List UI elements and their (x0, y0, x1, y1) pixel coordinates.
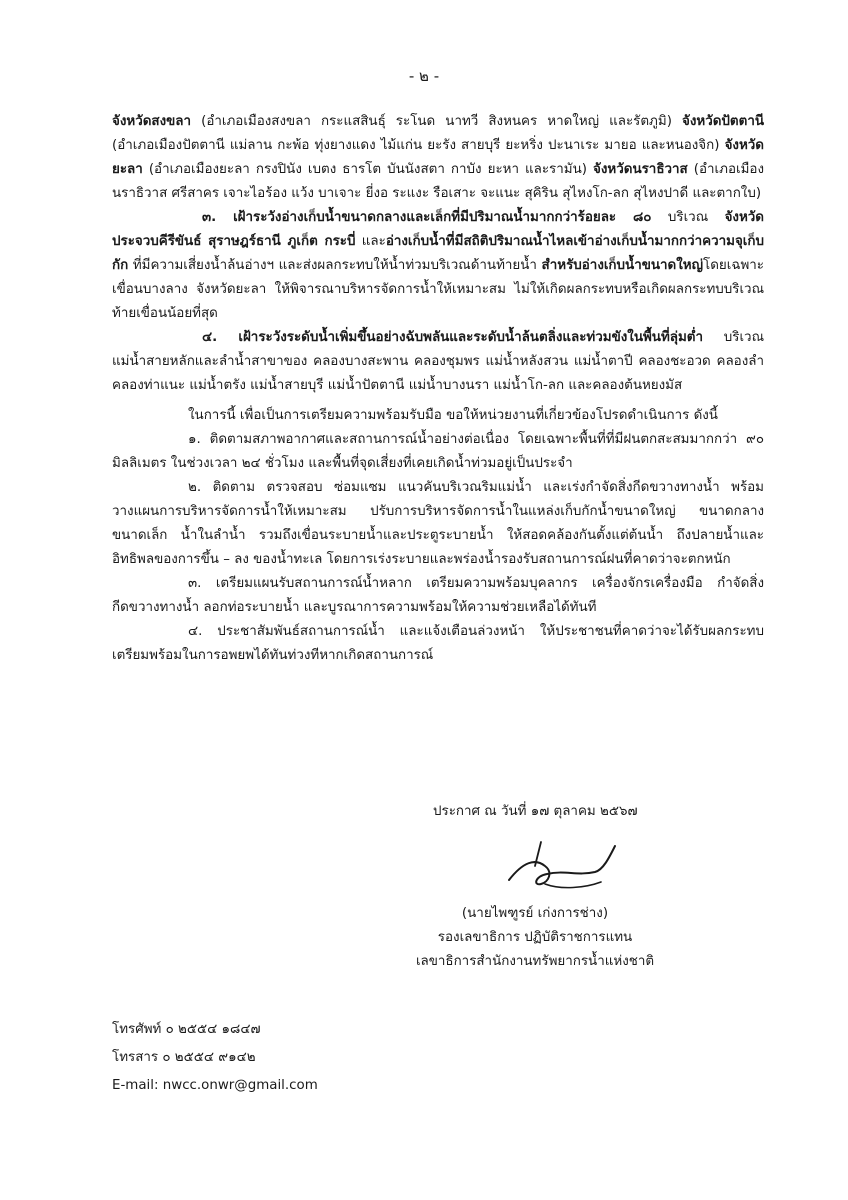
paragraph-segment: ๑. ติดตามสภาพอากาศและสถานการณ์น้ำอย่างต่อเนื่อง โดยเฉพาะพื้นที่ที่มีฝนตกสะสมมากกว่า ๙๐ มิลลิเมตร ในช่วงเวลา ๒๔ ชั่วโมง และพื้นที่จุดเสี่ยงที่เคยเกิดน้ำท่วมอยู่เป็นประจำ (112, 432, 764, 471)
paragraph-segment: บริเวณแม่น้ำสายหลักและลำน้ำสาขาของ คลองบางสะพาน คลองชุมพร แม่น้ำหลังสวน แม่น้ำตาปี คลองชะอวด คลองลำ คลองท่าแนะ แม่น้ำตรัง แม่น้ำสายบุรี แม่น้ำปัตตานี แม่น้ำบางนรา แม่น้ำโก-ลก และคลองต้นหยงมัส (112, 330, 764, 393)
paragraph-action-1 (112, 428, 764, 476)
paragraph-provinces (112, 110, 764, 206)
paragraph-segment: ที่มีความเสี่ยงน้ำล้นอ่างฯ และส่งผลกระทบให้น้ำท่วมบริเวณด้านท้ายน้ำ (128, 258, 542, 273)
signer-position-1: รองเลขาธิการ ปฏิบัติราชการแทน (437, 930, 633, 945)
paragraph-segment: ๓. เฝ้าระวังอ่างเก็บน้ำขนาดกลางและเล็กที่มีปริมาณน้ำมากกว่าร้อยละ ๘๐ (202, 210, 652, 225)
paragraph-segment: ๔. ประชาสัมพันธ์สถานการณ์น้ำ และแจ้งเตือนล่วงหน้า ให้ประชาชนที่คาดว่าจะได้รับผลกระทบ เตรียมพร้อมในการอพยพได้ทันท่วงทีหากเกิดสถานการณ์ (112, 624, 764, 663)
paragraph-segment: (อำเภอเมืองยะลา กรงปินัง เบตง ธารโต บันนังสตา กาบัง ยะหา และรามัน) (142, 162, 594, 177)
signer-name: (นายไพฑูรย์ เก่งการช่าง) (461, 906, 609, 921)
paragraph-segment: จังหวัดปัตตานี (682, 114, 764, 129)
fax-number: โทรสาร ๐ ๒๕๕๔ ๙๑๔๒ (112, 1050, 256, 1065)
paragraph-intro (112, 404, 764, 428)
paragraph-segment: อ่างเก็บน้ำที่มีสถิติปริมาณน้ำไหลเข้าอ่างเก็บน้ำมากกว่าความจุเก็บกัก (112, 234, 764, 273)
paragraph-item-3 (112, 206, 764, 326)
announcement-date: ประกาศ ณ วันที่ ๑๗ ตุลาคม ๒๕๖๗ (433, 804, 638, 819)
paragraph-segment: ในการนี้ เพื่อเป็นการเตรียมความพร้อมรับมือ ขอให้หน่วยงานที่เกี่ยวข้องโปรดดำเนินการ ดังนี้ (188, 408, 718, 423)
signer-position-2: เลขาธิการสำนักงานทรัพยากรน้ำแห่งชาติ (415, 954, 655, 969)
paragraph-segment: จังหวัดนราธิวาส (593, 162, 688, 177)
phone-number: โทรศัพท์ ๐ ๒๕๕๔ ๑๘๔๗ (112, 1022, 261, 1037)
paragraph-action-4 (112, 620, 764, 668)
document-body (112, 110, 764, 668)
paragraph-segment: โดยเฉพาะเขื่อนบางลาง จังหวัดยะลา ให้พิจารณาบริหารจัดการน้ำให้เหมาะสม ไม่ให้เกิดผลกระทบหรือเกิดผลกระทบบริเวณท้ายเขื่อนน้อยที่สุด (112, 258, 764, 321)
paragraph-segment: จังหวัดประจวบคีรีขันธ์ สุราษฎร์ธานี ภูเก็ต กระบี่ (112, 210, 764, 249)
paragraph-segment: (อำเภอเมืองนราธิวาส ศรีสาคร เจาะไอร้อง แว้ง บาเจาะ ยี่งอ ระแงะ รือเสาะ จะแนะ สุคิริน สุไหงโก-ลก สุไหงปาดี และตากใบ) (112, 162, 764, 201)
paragraph-segment: บริเวณ (651, 210, 725, 225)
handwritten-signature (505, 836, 625, 900)
paragraph-segment: จังหวัดสงขลา (112, 114, 192, 129)
paragraph-segment: และ (355, 234, 386, 249)
paragraph-segment: ๓. เตรียมแผนรับสถานการณ์น้ำหลาก เตรียมความพร้อมบุคลากร เครื่องจักรเครื่องมือ กำจัดสิ่งกีดขวางทางน้ำ ลอกท่อระบายน้ำ และบูรณาการความพร้อมให้ความช่วยเหลือได้ทันที (112, 576, 764, 615)
paragraph-action-2 (112, 476, 764, 572)
paragraph-segment: ๔. เฝ้าระวังระดับน้ำเพิ่มขึ้นอย่างฉับพลันและระดับน้ำล้นตลิ่งและท่วมขังในพื้นที่ลุ่มต่ำ (202, 330, 704, 345)
email-address: E-mail: nwcc.onwr@gmail.com (112, 1078, 318, 1093)
paragraph-segment: ๒. ติดตาม ตรวจสอบ ซ่อมแซม แนวคันบริเวณริมแม่น้ำ และเร่งกำจัดสิ่งกีดขวางทางน้ำ พร้อมวางแผนการบริหารจัดการน้ำให้เหมาะสม ปรับการบริหารจัดการน้ำในแหล่งเก็บกักน้ำขนาดใหญ่ ขนาดกลาง ขนาดเล็ก น้ำในลำน้ำ รวมถึงเขื่อนระบายน้ำและประตูระบายน้ำ ให้สอดคล้องกันตั้งแต่ต้นน้ำ ถึงปลายน้ำและ อิทธิพลของการขึ้น – ลง ของน้ำทะเล โดยการเร่งระบายและพร่องน้ำรองรับสถานการณ์ฝนที่คาดว่าจะตกหนัก (112, 480, 764, 567)
paragraph-item-4 (112, 326, 764, 398)
paragraph-segment: (อำเภอเมืองสงขลา กระแสสินธุ์ ระโนด นาทวี สิงหนคร หาดใหญ่ และรัตภูมิ) (191, 114, 682, 129)
paragraph-segment: สำหรับอ่างเก็บน้ำขนาดใหญ่ (541, 258, 704, 273)
contact-info (112, 1016, 318, 1100)
page-number: - ๒ - (408, 67, 440, 85)
paragraph-segment: จังหวัดยะลา (112, 138, 764, 177)
paragraph-segment: (อำเภอเมืองปัตตานี แม่ลาน กะพ้อ ทุ่งยางแดง ไม้แก่น ยะรัง สายบุรี ยะหริ่ง ปะนาเระ มายอ และหนองจิก) (112, 138, 725, 153)
paragraph-action-3 (112, 572, 764, 620)
